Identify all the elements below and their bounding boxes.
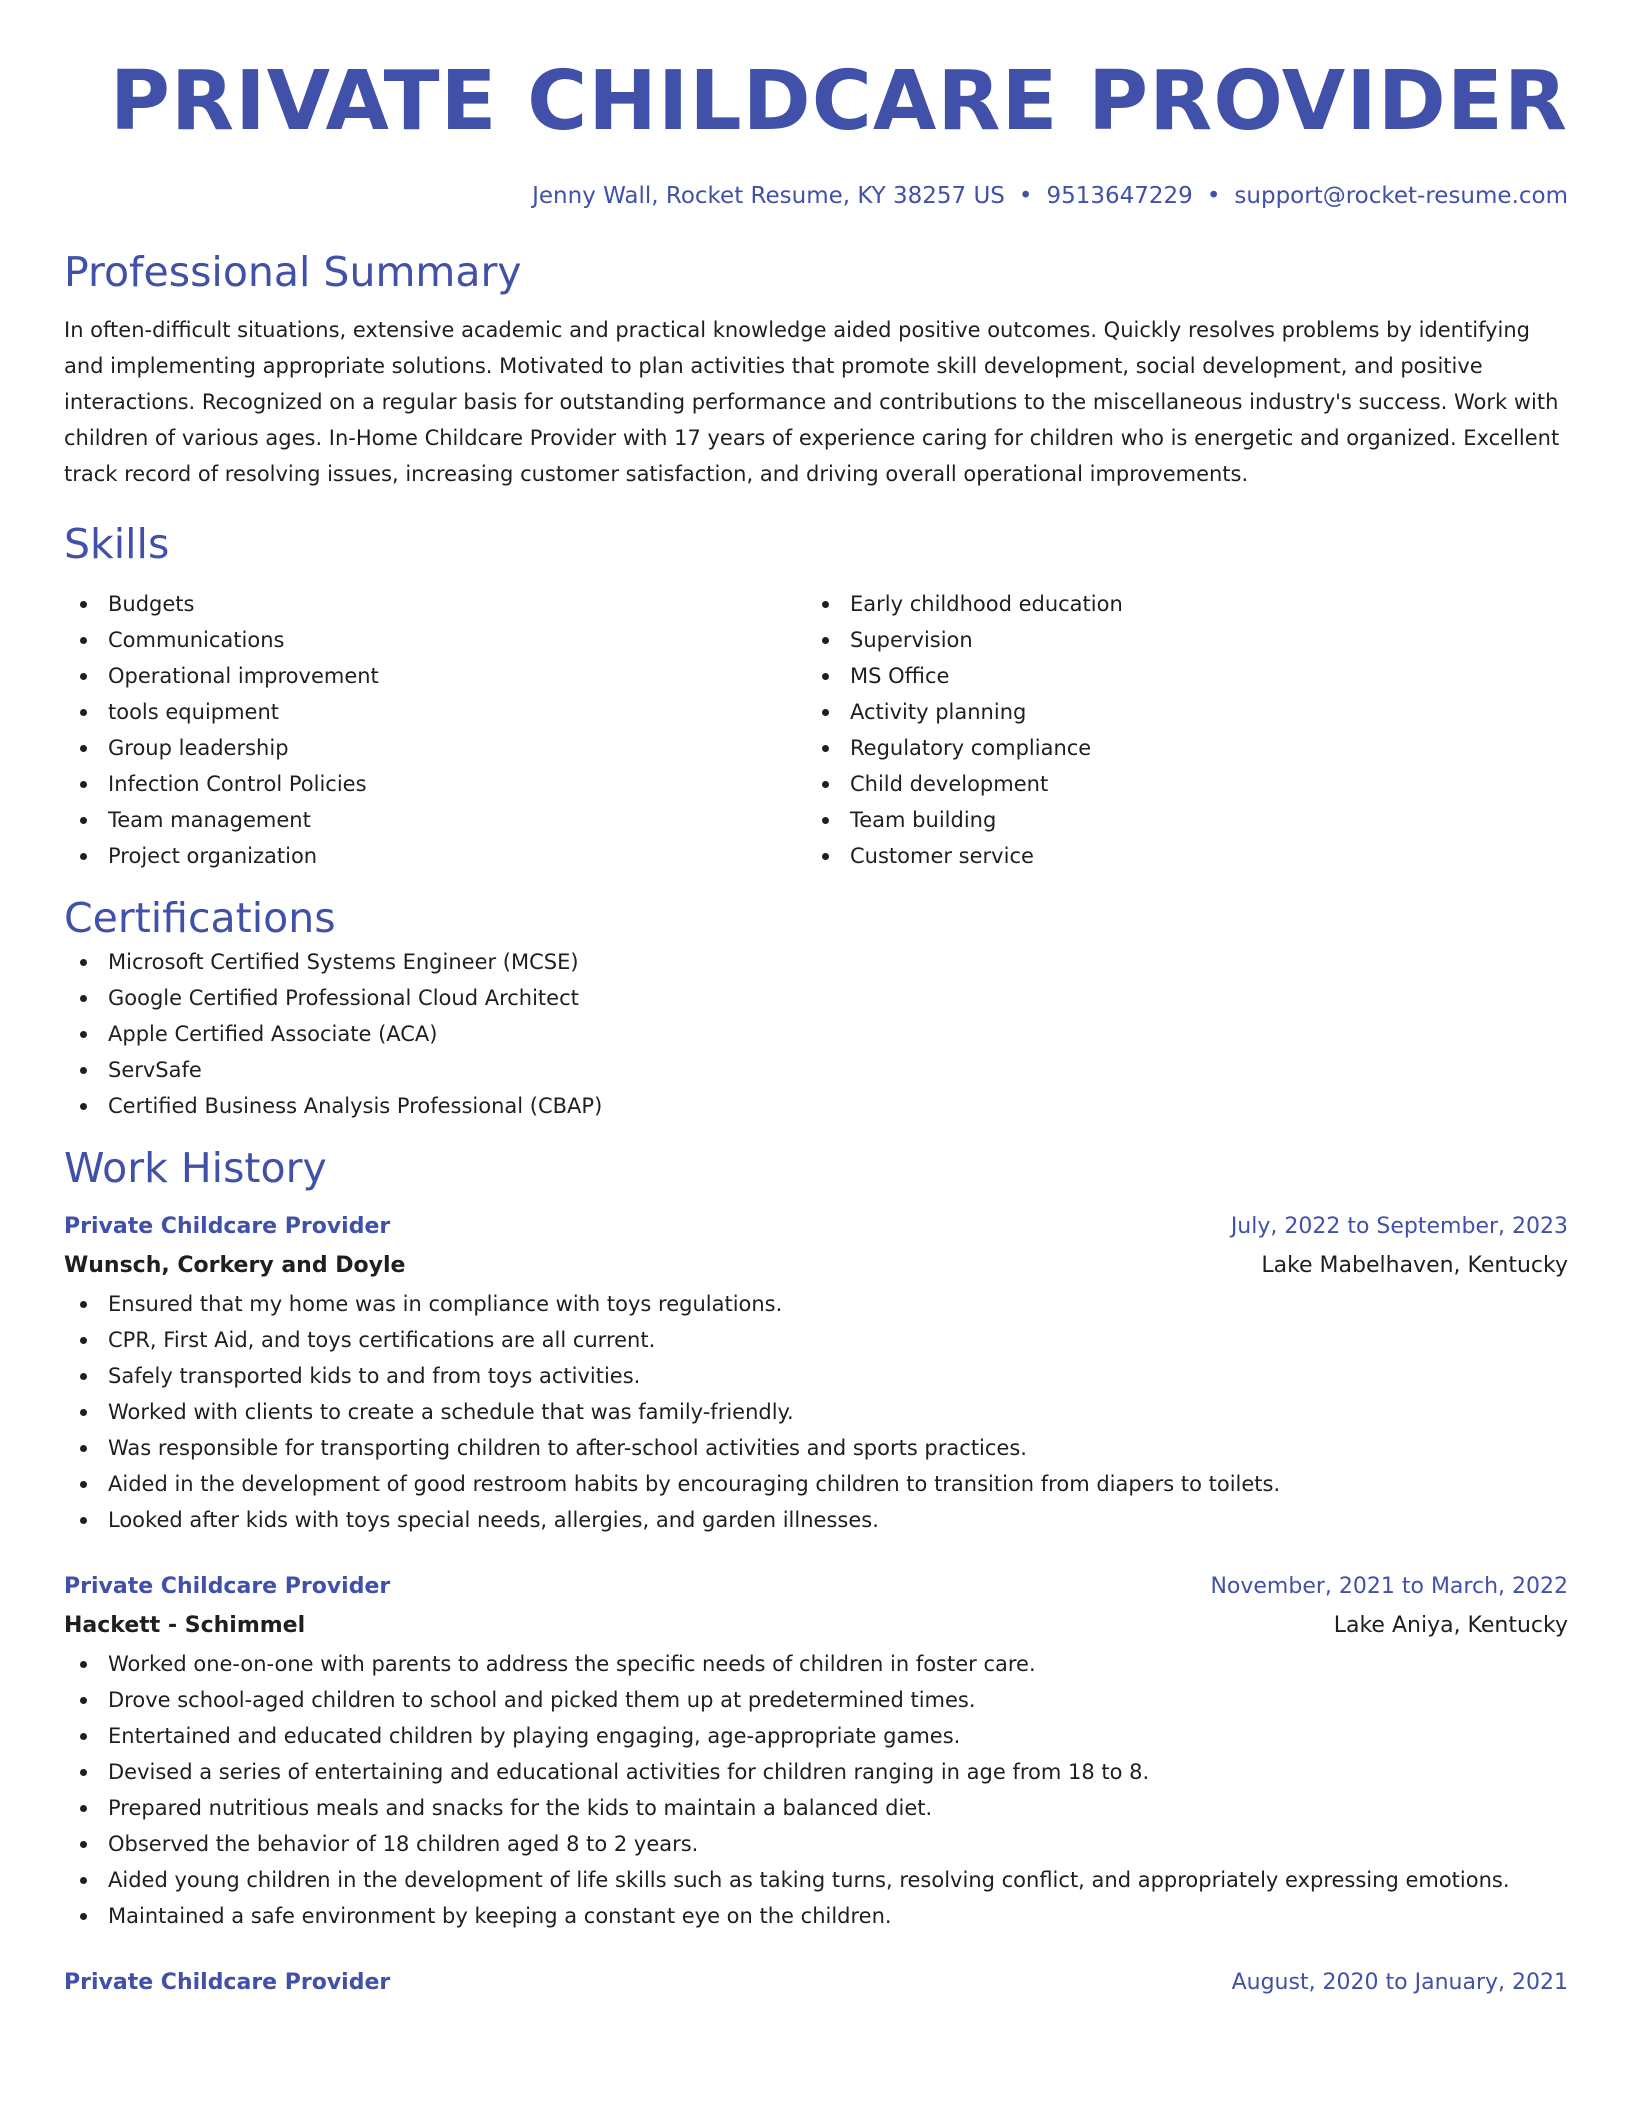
- job-title: Private Childcare Provider: [64, 1970, 391, 1995]
- certification-item: Apple Certified Associate (ACA): [64, 1016, 1568, 1052]
- job-bullets: [64, 1646, 1568, 1934]
- job-bullets: [64, 1286, 1568, 1538]
- job-dates: July, 2022 to September, 2023: [1230, 1214, 1568, 1239]
- job-bullet: Looked after kids with toys special needs, allergies, and garden illnesses.: [64, 1502, 1568, 1538]
- skill-item: Group leadership: [64, 730, 806, 766]
- job-entry: [64, 1568, 1568, 1934]
- skill-item: Infection Control Policies: [64, 766, 806, 802]
- skills-list-right: [806, 586, 1548, 874]
- summary-heading: Professional Summary: [64, 248, 522, 296]
- job-bullet: Aided in the development of good restroom habits by encouraging children to transition from diapers to toilets.: [64, 1466, 1568, 1502]
- skill-item: Team management: [64, 802, 806, 838]
- job-entry: [64, 1964, 1568, 2002]
- job-title: Private Childcare Provider: [64, 1574, 391, 1599]
- skill-item: tools equipment: [64, 694, 806, 730]
- job-bullet: Prepared nutritious meals and snacks for the kids to maintain a balanced diet.: [64, 1790, 1568, 1826]
- job-title-row: [64, 1964, 1568, 2002]
- job-bullet: Ensured that my home was in compliance with toys regulations.: [64, 1286, 1568, 1322]
- contact-address: Jenny Wall, Rocket Resume, KY 38257 US: [532, 183, 1005, 209]
- skill-item: Budgets: [64, 586, 806, 622]
- work-history-heading: Work History: [64, 1144, 327, 1192]
- page-title: PRIVATE CHILDCARE PROVIDER: [109, 54, 1568, 149]
- job-bullet: CPR, First Aid, and toys certifications are all current.: [64, 1322, 1568, 1358]
- skill-item: Project organization: [64, 838, 806, 874]
- job-bullet: Observed the behavior of 18 children aged 8 to 2 years.: [64, 1826, 1568, 1862]
- skill-item: Team building: [806, 802, 1548, 838]
- certification-item: ServSafe: [64, 1052, 1568, 1088]
- job-dates: November, 2021 to March, 2022: [1210, 1574, 1568, 1599]
- certifications-heading: Certifications: [64, 894, 336, 942]
- certification-item: Microsoft Certified Systems Engineer (MCSE): [64, 944, 1568, 980]
- job-bullet: Devised a series of entertaining and educational activities for children ranging in age from 18 to 8.: [64, 1754, 1568, 1790]
- contact-separator: •: [1206, 183, 1221, 209]
- skill-item: Regulatory compliance: [806, 730, 1548, 766]
- job-bullet: Safely transported kids to and from toys activities.: [64, 1358, 1568, 1394]
- job-bullet: Worked with clients to create a schedule that was family-friendly.: [64, 1394, 1568, 1430]
- certification-item: Certified Business Analysis Professional (CBAP): [64, 1088, 1568, 1124]
- contact-phone: 9513647229: [1046, 183, 1193, 209]
- job-bullet: Maintained a safe environment by keeping a constant eye on the children.: [64, 1898, 1568, 1934]
- contact-email: support@rocket-resume.com: [1234, 183, 1568, 209]
- skill-item: Supervision: [806, 622, 1548, 658]
- job-dates: August, 2020 to January, 2021: [1231, 1970, 1568, 1995]
- job-bullet: Drove school-aged children to school and picked them up at predetermined times.: [64, 1682, 1568, 1718]
- contact-line: [64, 180, 1568, 212]
- skills-column-left: [64, 586, 806, 874]
- skill-item: Customer service: [806, 838, 1548, 874]
- certifications-list: [64, 944, 1568, 1124]
- skill-item: Activity planning: [806, 694, 1548, 730]
- certification-item: Google Certified Professional Cloud Architect: [64, 980, 1568, 1016]
- skill-item: Operational improvement: [64, 658, 806, 694]
- job-title-row: [64, 1208, 1568, 1246]
- job-company-row: [64, 1606, 1568, 1646]
- contact-separator: •: [1018, 183, 1033, 209]
- skills-grid: [64, 586, 1568, 874]
- job-bullet: Was responsible for transporting children to after-school activities and sports practices.: [64, 1430, 1568, 1466]
- skill-item: Communications: [64, 622, 806, 658]
- job-company: Wunsch, Corkery and Doyle: [64, 1253, 406, 1278]
- skill-item: Child development: [806, 766, 1548, 802]
- skills-list-left: [64, 586, 806, 874]
- skills-column-right: [806, 586, 1548, 874]
- job-entry: [64, 1208, 1568, 1538]
- job-title: Private Childcare Provider: [64, 1214, 391, 1239]
- skill-item: Early childhood education: [806, 586, 1548, 622]
- job-company: Hackett - Schimmel: [64, 1613, 306, 1638]
- job-location: Lake Aniya, Kentucky: [1333, 1613, 1568, 1638]
- job-location: Lake Mabelhaven, Kentucky: [1261, 1253, 1568, 1278]
- skill-item: MS Office: [806, 658, 1548, 694]
- job-title-row: [64, 1568, 1568, 1606]
- skills-heading: Skills: [64, 520, 170, 568]
- job-company-row: [64, 1246, 1568, 1286]
- summary-text: In often-difficult situations, extensive academic and practical knowledge aided positive outcomes. Quickly resolves problems by identifying and implementing appropriate solutions. Motivated to plan activities that promote skill development, social development, and positive interactions. Recognized on a regular basis for outstanding performance and contributions to the miscellaneous industry's success. Work with children of various ages. In-Home Childcare Provider with 17 years of experience caring for children who is energetic and organized. Excellent track record of resolving issues, increasing customer satisfaction, and driving overall operational improvements.: [64, 318, 1560, 486]
- job-bullet: Entertained and educated children by playing engaging, age-appropriate games.: [64, 1718, 1568, 1754]
- job-bullet: Worked one-on-one with parents to address the specific needs of children in foster care.: [64, 1646, 1568, 1682]
- job-bullet: Aided young children in the development of life skills such as taking turns, resolving conflict, and appropriately expressing emotions.: [64, 1862, 1568, 1898]
